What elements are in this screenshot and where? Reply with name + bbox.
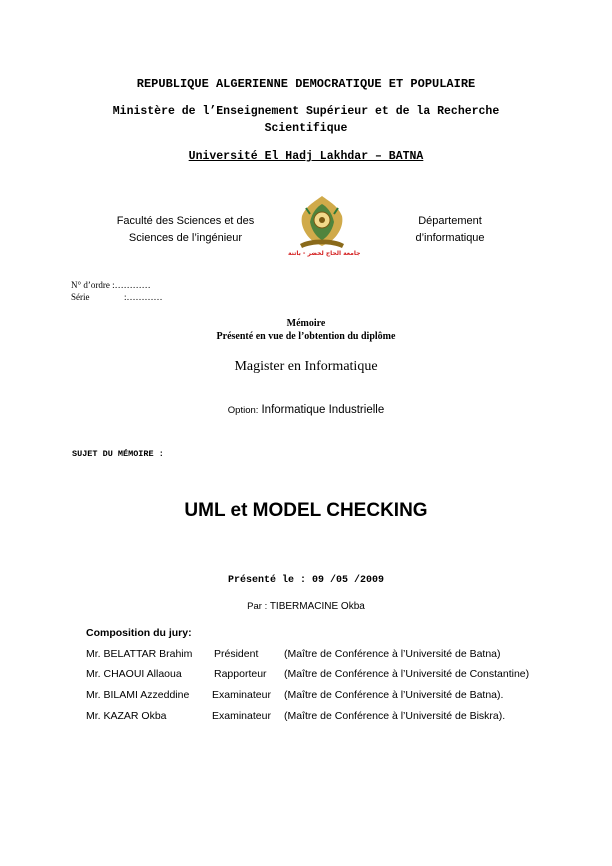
jury-member-role: Rapporteur [214,668,267,680]
ministry-line-2: Scientifique [264,122,348,135]
jury-member-name: Mr. KAZAR Okba [86,710,167,722]
jury-title: Composition du jury: [86,627,192,639]
department-name [395,213,505,247]
jury-member-affiliation: (Maître de Conférence à l’Université de Batna). [284,689,504,701]
jury-member-name: Mr. BILAMI Azzeddine [86,689,190,701]
serie-value: :………… [124,292,163,302]
department-line-1: Département [418,215,482,227]
ordre-label: N° d’ordre : [71,280,115,290]
memoire-title: Mémoire [286,318,326,329]
serie-number [71,292,163,302]
department-line-2: d’informatique [415,232,485,244]
jury-member-role: Examinateur [212,710,271,722]
university-name: Université El Hadj Lakhdar – BATNA [188,150,424,163]
jury-member-role: Examinateur [212,689,271,701]
faculty-name [108,213,263,247]
jury-member-affiliation: (Maître de Conférence à l’Université de Batna) [284,648,501,660]
option-line [0,404,612,416]
university-seal-icon [288,192,361,262]
republic-heading: REPUBLIQUE ALGERIENNE DEMOCRATIQUE ET POPULAIRE [136,77,476,91]
subject-label: SUJET DU MÉMOIRE : [72,449,164,459]
ordre-number [71,280,151,290]
seal-caption: جامعة الحاج لخضر - باتنة [288,250,361,257]
ordre-value: ………… [114,280,151,290]
degree-title: Magister en Informatique [234,359,378,374]
subject-title: UML et MODEL CHECKING [184,500,428,521]
serie-label: Série [71,292,90,302]
jury-member-affiliation: (Maître de Conférence à l’Université de Biskra). [284,710,506,722]
author-line [0,601,612,612]
option-value: Informatique Industrielle [261,404,385,416]
ministry-line-1: Ministère de l’Enseignement Supérieur et de la Recherche [112,105,500,118]
jury-member-affiliation: (Maître de Conférence à l’Université de Constantine) [284,668,530,680]
jury-member-name: Mr. CHAOUI Allaoua [86,668,182,680]
jury-member-name: Mr. BELATTAR Brahim [86,648,193,660]
faculty-line-1: Faculté des Sciences et des [116,215,255,227]
author-label: Par : [247,601,268,612]
option-label: Option: [227,405,259,416]
faculty-line-2: Sciences de l’ingénieur [128,232,243,244]
memoire-subtitle: Présenté en vue de l’obtention du diplôme [216,331,396,342]
author-name: TIBERMACINE Okba [269,601,365,612]
presentation-date: Présenté le : 09 /05 /2009 [227,575,385,586]
jury-member-role: Président [214,648,259,660]
